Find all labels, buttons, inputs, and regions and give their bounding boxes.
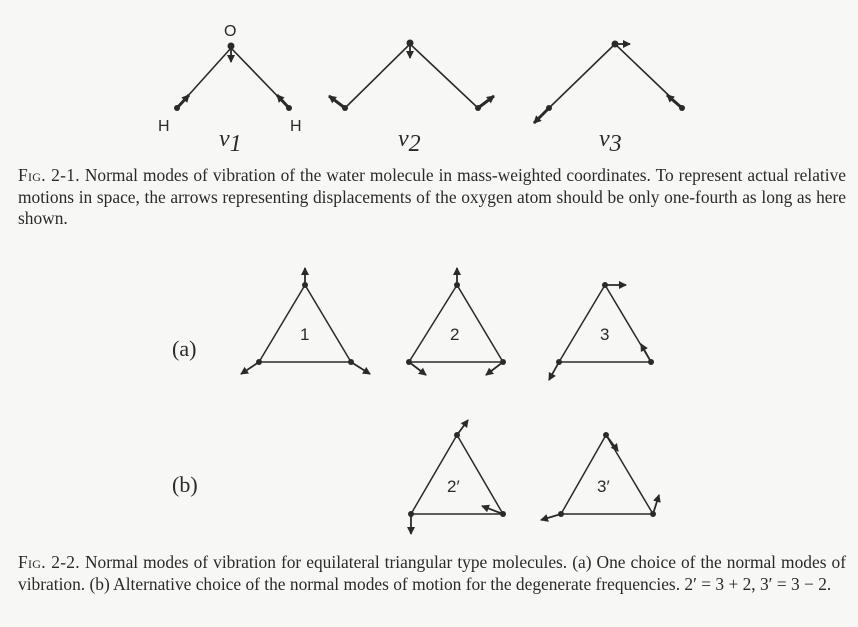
- row-label-b: (b): [172, 472, 198, 497]
- triangle-mode-3: [549, 282, 654, 380]
- triangle-mode-1: [241, 268, 370, 374]
- figure-2-2: [0, 255, 858, 545]
- triangle-mode-3-prime: [541, 432, 659, 520]
- mode-symbol: ν3: [599, 126, 622, 157]
- figure-label: Fig. 2-1.: [18, 165, 80, 185]
- mode-number: 3: [600, 325, 610, 344]
- figure-2-1: [0, 0, 858, 160]
- caption-text: Normal modes of vibration of the water molecule in mass-weighted coordinates. To represent actual relative motions in space, the arrows representing displacements of the oxygen atom should be only one-fourth as long as here shown.: [18, 165, 846, 228]
- mode-number: 2: [450, 325, 460, 344]
- mode-symbol: ν1: [219, 126, 242, 157]
- triangle-mode-2: [406, 268, 506, 375]
- figure-label: Fig. 2-2.: [18, 552, 80, 572]
- oxygen-label: O: [224, 23, 237, 40]
- caption-text: Normal modes of vibration for equilateral triangular type molecules. (a) One choice of the normal modes of vibration. (b) Alternative choice of the normal modes of motion for the degenerate frequencies. 2′ = 3 + 2, 3′ = 3 − 2.: [18, 552, 846, 594]
- figure-2-2-caption: [18, 552, 846, 595]
- figure-2-1-caption: [18, 165, 846, 230]
- mode-number: 2′: [447, 477, 460, 496]
- row-label-a: (a): [172, 336, 197, 361]
- mode-number: 3′: [597, 477, 610, 496]
- mode-symbol: ν2: [398, 126, 421, 157]
- triangle-mode-2-prime: [408, 420, 506, 534]
- hydrogen-right-label: H: [290, 118, 302, 135]
- mode-number: 1: [300, 325, 310, 344]
- water-mode-2: [329, 40, 494, 158]
- water-mode-3: [534, 41, 685, 158]
- hydrogen-left-label: H: [158, 118, 170, 135]
- water-mode-1: [158, 23, 302, 157]
